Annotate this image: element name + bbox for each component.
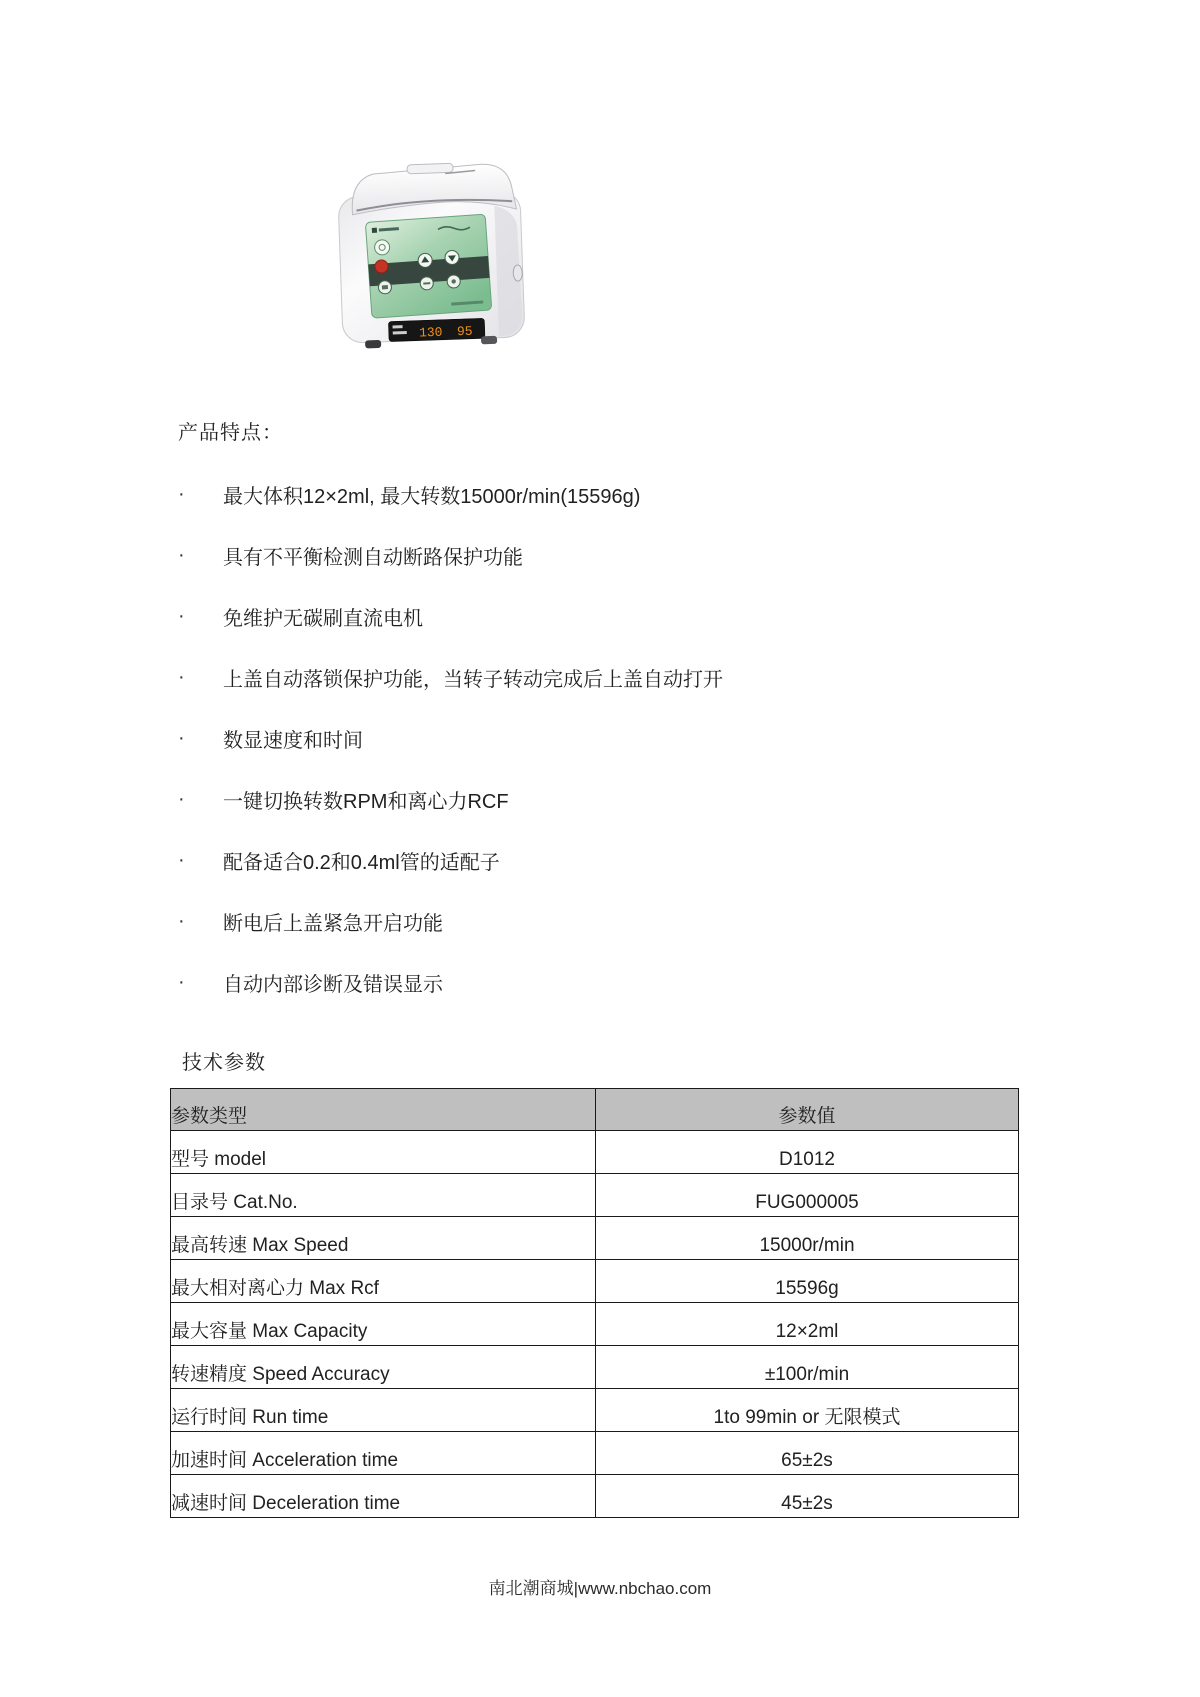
footer-site-text: 南北潮商城|www.nbchao.com xyxy=(488,1579,712,1598)
header-param-type: 参数类型 xyxy=(171,1089,596,1131)
bullet-dot: · xyxy=(178,971,185,993)
param-value-cell: 45±2s xyxy=(596,1475,1019,1518)
centrifuge-illustration xyxy=(328,148,538,358)
spec-row-catno xyxy=(171,1174,1019,1217)
bullet-dot: · xyxy=(178,605,185,627)
spec-row-acceleration-time xyxy=(171,1432,1019,1475)
feature-item xyxy=(178,769,1078,830)
feature-text: 一键切换转数RPM和离心力RCF xyxy=(223,791,509,813)
features-list xyxy=(178,464,1078,1013)
param-type-cell: 减速时间 Deceleration time xyxy=(171,1475,596,1518)
feature-item xyxy=(178,952,1078,1013)
feature-text: 自动内部诊断及错误显示 xyxy=(223,974,443,996)
specs-header-row xyxy=(171,1089,1019,1131)
param-value-cell: 15000r/min xyxy=(596,1217,1019,1260)
param-type-cell: 目录号 Cat.No. xyxy=(171,1174,596,1217)
bullet-dot: · xyxy=(178,910,185,932)
spec-row-model xyxy=(171,1131,1019,1174)
param-value-cell: 12×2ml xyxy=(596,1303,1019,1346)
param-type-cell: 最大相对离心力 Max Rcf xyxy=(171,1260,596,1303)
param-value-cell: 65±2s xyxy=(596,1432,1019,1475)
param-type-cell: 加速时间 Acceleration time xyxy=(171,1432,596,1475)
param-value-cell: D1012 xyxy=(596,1131,1019,1174)
param-type-cell: 转速精度 Speed Accuracy xyxy=(171,1346,596,1389)
spec-row-max-rcf xyxy=(171,1260,1019,1303)
bullet-dot: · xyxy=(178,849,185,871)
feature-text: 免维护无碳刷直流电机 xyxy=(223,608,423,630)
param-value-cell: ±100r/min xyxy=(596,1346,1019,1389)
spec-row-max-capacity xyxy=(171,1303,1019,1346)
feature-text: 配备适合0.2和0.4ml管的适配子 xyxy=(223,852,500,874)
spec-row-max-speed xyxy=(171,1217,1019,1260)
feature-text: 数显速度和时间 xyxy=(223,730,363,752)
bullet-dot: · xyxy=(178,483,185,505)
param-type-cell: 型号 model xyxy=(171,1131,596,1174)
param-value-cell: 1to 99min or 无限模式 xyxy=(596,1389,1019,1432)
feature-item xyxy=(178,586,1078,647)
feature-text: 具有不平衡检测自动断路保护功能 xyxy=(223,547,523,569)
bullet-dot: · xyxy=(178,727,185,749)
bullet-dot: · xyxy=(178,544,185,566)
feature-text: 最大体积12×2ml, 最大转数15000r/min(15596g) xyxy=(223,486,641,508)
display-time-value: 95 xyxy=(456,323,473,340)
feature-text: 断电后上盖紧急开启功能 xyxy=(223,913,443,935)
specs-table xyxy=(170,1088,1019,1518)
feature-item xyxy=(178,525,1078,586)
feature-item xyxy=(178,708,1078,769)
spec-row-run-time xyxy=(171,1389,1019,1432)
bullet-dot: · xyxy=(178,788,185,810)
feature-item xyxy=(178,464,1078,525)
feature-item xyxy=(178,891,1078,952)
spec-row-deceleration-time xyxy=(171,1475,1019,1518)
header-param-value: 参数值 xyxy=(596,1089,1019,1131)
feature-item xyxy=(178,647,1078,708)
param-type-cell: 最大容量 Max Capacity xyxy=(171,1303,596,1346)
spec-row-speed-accuracy xyxy=(171,1346,1019,1389)
specs-title: 技术参数 xyxy=(182,1052,266,1074)
bullet-dot: · xyxy=(178,666,185,688)
param-value-cell: 15596g xyxy=(596,1260,1019,1303)
param-value-cell: FUG000005 xyxy=(596,1174,1019,1217)
feature-text: 上盖自动落锁保护功能，当转子转动完成后上盖自动打开 xyxy=(223,669,723,691)
features-title: 产品特点： xyxy=(178,422,283,444)
display-speed-value: 130 xyxy=(418,324,443,341)
param-type-cell: 最高转速 Max Speed xyxy=(171,1217,596,1260)
product-image xyxy=(328,148,538,358)
param-type-cell: 运行时间 Run time xyxy=(171,1389,596,1432)
feature-item xyxy=(178,830,1078,891)
